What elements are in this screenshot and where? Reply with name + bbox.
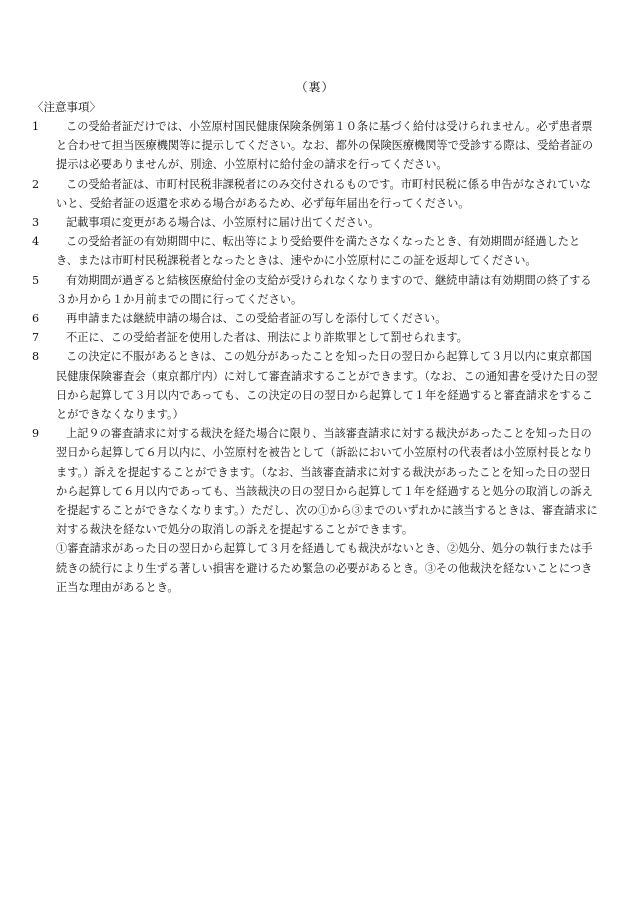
page-side-header: （裏） — [295, 80, 335, 94]
note-text: この受給者証だけでは、小笠原村国民健康保険条例第１０条に基づく給付は受けられません。必ず患者票と合わせて担当医療機関等に提示してください。なお、都外の保険医療機関等で受診する際は、受給者証の提示は必要ありませんが、別途、小笠原村に給付金の請求を行ってください。 — [56, 120, 594, 172]
note-text: この受給者証の有効期間中に、転出等により受給要件を満たさなくなったとき、有効期間が経過したとき、または市町村民税課税者となったときは、速やかに小笠原村にこの証を返却してください。 — [56, 235, 581, 268]
note-text: 不正に、この受給者証を使用した者は、刑法により詐欺罪として罰せられます。 — [66, 331, 468, 345]
note-text: 有効期間が過ぎると結核医療給付金の支給が受けられなくなりますので、継続申請は有効期間の終了する３か月から１か月前までの間に行ってください。 — [56, 273, 592, 306]
note-text: 上記９の審査請求に対する裁決を経た場合に限り、当該審査請求に対する裁決があったことを知った日の翌日から起算して６月以内に、小笠原村を被告として（訴訟において小笠原村の代表者は小笠原村長となります。）訴えを提起することができます。（なお、当該審査請求に対する裁決があったことを知った日の翌日から起算して６月以内であっても、当該裁決の日の翌日から起算して１年を経過すると処分の取消しの訴えを提起することができなくなります。）ただし、次の①から③までのいずれかに該当するときは、審査請求に対する裁決を経ないで処分の取消しの訴えを提起することができます。 — [56, 427, 598, 537]
note-text: この決定に不服があるときは、この処分があったことを知った日の翌日から起算して３月以内に東京都国民健康保険審査会（東京都庁内）に対して審査請求することができます。（なお、この通知書を受けた日の翌日から起算して３月以内であっても、この決定の日の翌日から起算して１年を経過すると審査請求をすることができなくなります。） — [56, 350, 598, 422]
note-item-2 — [32, 175, 602, 213]
notes-section-title: 〈注意事項〉 — [32, 100, 101, 114]
notes-list — [32, 117, 602, 597]
note-number: 7 — [32, 331, 40, 345]
note-item-1 — [32, 117, 602, 175]
note-item-5 — [32, 271, 602, 309]
note-item-6 — [32, 309, 602, 328]
note-number: 3 — [32, 216, 40, 230]
note-item-9 — [32, 424, 602, 539]
note-number: 6 — [32, 312, 40, 326]
note-text: 再申請または継続申請の場合は、この受給者証の写しを添付してください。 — [66, 312, 447, 326]
note-item-7 — [32, 328, 602, 347]
note-item-3 — [32, 213, 602, 232]
note-text: この受給者証は、市町村民税非課税者にのみ交付されるものです。市町村民税に係る申告がなされていないと、受給者証の返還を求める場合があるため、必ず毎年届出を行ってください。 — [56, 177, 591, 210]
note-number: 9 — [32, 427, 40, 441]
note-number: 5 — [32, 273, 40, 287]
note-number: 8 — [32, 350, 40, 364]
note-number: 2 — [32, 177, 40, 191]
note-number: 4 — [32, 235, 40, 249]
note-item-8 — [32, 347, 602, 424]
note-text: 記載事項に変更がある場合は、小笠原村に届け出てください。 — [66, 216, 380, 230]
note-item-4 — [32, 232, 602, 270]
note-9-conditions: ①審査請求があった日の翌日から起算して３月を経過しても裁決がないとき、②処分、処分の執行または手続きの続行により生ずる著しい損害を避けるため緊急の必要があるとき。③その他裁決を経ないことにつき正当な理由があるとき。 — [56, 542, 593, 594]
note-number: 1 — [32, 120, 40, 133]
